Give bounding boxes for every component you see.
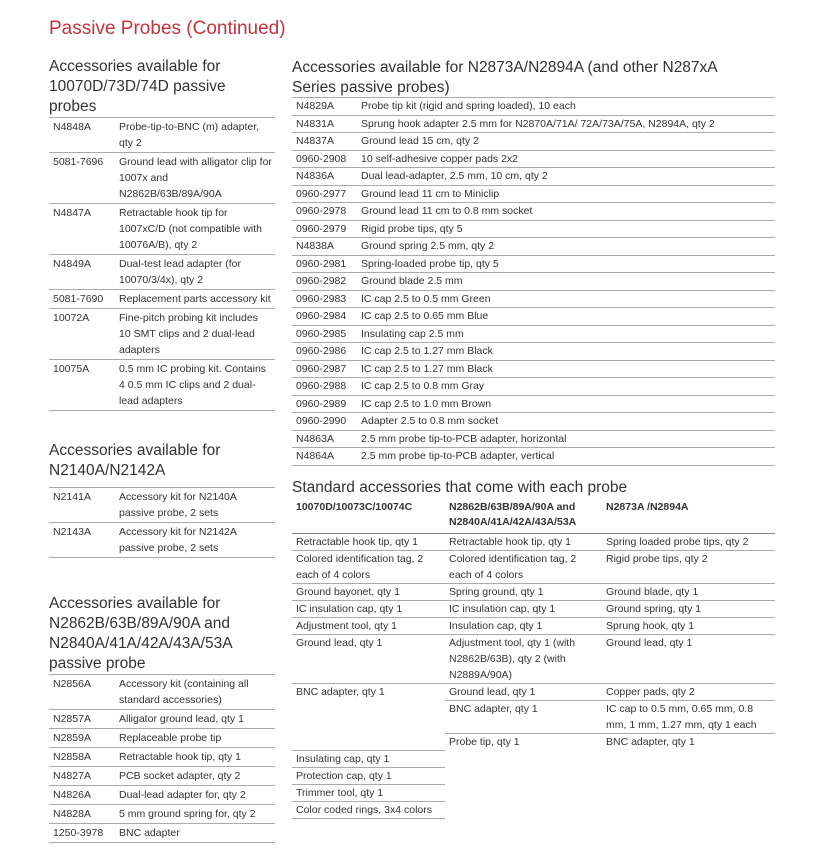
std-cell: IC insulation cap, qty 1 <box>445 601 602 618</box>
part-number: 0960-2990 <box>296 415 347 427</box>
part-number: N4848A <box>53 121 91 133</box>
part-description: Ground lead 11 cm to Miniclip <box>361 187 500 200</box>
table-row <box>49 767 275 786</box>
part-description: Replaceable probe tip <box>119 732 222 744</box>
table-row <box>49 824 275 843</box>
part-description: Adapter 2.5 to 0.8 mm socket <box>361 415 499 427</box>
table-n2873a-accessories <box>292 97 775 466</box>
std-cell: Probe tip, qty 1 <box>445 734 602 819</box>
part-description: Fine-pitch probing kit includes 10 SMT clips and 2 dual-lead adapters <box>119 312 258 356</box>
part-number: 0960-2982 <box>296 275 347 287</box>
part-number: 10072A <box>53 312 90 324</box>
table-row <box>292 308 775 326</box>
std-cell: Ground lead, qty 1 <box>602 635 775 684</box>
part-description: Dual lead-adapter, 2.5 mm, 10 cm, qty 2 <box>361 170 548 182</box>
part-description: 2.5 mm probe tip-to-PCB adapter, vertical <box>361 450 555 462</box>
std-cell: Adjustment tool, qty 1 <box>292 618 445 635</box>
std-header-col1: 10070D/10073C/10074C <box>292 498 445 534</box>
table-10070d-accessories <box>49 117 275 411</box>
table-row <box>292 220 775 238</box>
table-row <box>292 378 775 396</box>
part-description: IC cap 2.5 to 1.27 mm Black <box>361 362 493 375</box>
table-row <box>49 360 275 411</box>
part-number: N2143A <box>53 526 91 538</box>
table-row <box>292 98 775 116</box>
part-description: IC cap 2.5 to 0.8 mm Gray <box>361 380 485 392</box>
table-row <box>49 710 275 729</box>
std-cell: Trimmer tool, qty 1 <box>292 784 445 801</box>
part-number: 1250-3978 <box>53 827 104 839</box>
table-row <box>292 325 775 343</box>
table-row <box>49 255 275 290</box>
part-number: N4836A <box>296 170 334 182</box>
part-description: 5 mm ground spring for, qty 2 <box>119 808 256 820</box>
part-description: Ground lead 11 cm to 0.8 mm socket <box>361 205 533 217</box>
part-number: N4831A <box>296 117 334 130</box>
std-cell: Colored identification tag, 2 each of 4 colors <box>292 551 445 584</box>
part-description: BNC adapter <box>119 827 180 839</box>
part-number: 5081-7696 <box>53 156 104 168</box>
table-row <box>49 290 275 309</box>
std-cell: Color coded rings, 3x4 colors <box>292 801 445 818</box>
part-number: 0960-2987 <box>296 362 347 375</box>
table-row <box>292 343 775 361</box>
table-row <box>292 150 775 168</box>
table-row <box>292 238 775 256</box>
part-description: Spring-loaded probe tip, qty 5 <box>361 257 499 270</box>
section-title-standard-accessories: Standard accessories that come with each probe <box>292 479 628 496</box>
part-number: 0960-2986 <box>296 345 347 357</box>
std-header-col2: N2862B/63B/89A/90A and N2840A/41A/42A/43A/53A <box>445 498 602 534</box>
section-title-n2140a-accessories: Accessories available for N2140A/N2142A <box>49 442 221 479</box>
part-number: 0960-2977 <box>296 187 347 200</box>
table-row <box>292 413 775 431</box>
page-title: Passive Probes (Continued) <box>49 18 286 39</box>
part-number: N2859A <box>53 732 91 744</box>
part-description: IC cap 2.5 to 1.27 mm Black <box>361 345 493 357</box>
part-description: Ground spring 2.5 mm, qty 2 <box>361 240 495 252</box>
part-number: N4863A <box>296 432 334 445</box>
table-row <box>292 448 775 466</box>
part-number: N4837A <box>296 135 334 147</box>
part-number: 0960-2983 <box>296 292 347 305</box>
part-description: Ground blade 2.5 mm <box>361 275 463 287</box>
part-description: Insulating cap 2.5 mm <box>361 327 464 340</box>
part-description: Ground lead with alligator clip for 1007x and N2862B/63B/89A/90A <box>119 156 272 200</box>
part-description: Accessory kit for N2142A passive probe, 2 sets <box>119 526 237 554</box>
part-number: N4847A <box>53 207 91 219</box>
table-n2140a-accessories <box>49 487 275 558</box>
table-row <box>49 118 275 153</box>
table-row <box>49 153 275 204</box>
table-row <box>292 133 775 151</box>
part-description: Accessory kit for N2140A passive probe, 2 sets <box>119 491 237 519</box>
part-description: IC cap 2.5 to 1.0 mm Brown <box>361 397 492 410</box>
part-number: N2857A <box>53 713 91 725</box>
std-cell: IC insulation cap, qty 1 <box>292 601 445 618</box>
part-description: PCB socket adapter, qty 2 <box>119 770 241 782</box>
section-title-10070d-accessories: Accessories available for 10070D/73D/74D passive probes <box>49 58 226 115</box>
table-row <box>292 115 775 133</box>
table-row <box>49 805 275 824</box>
std-cell: Copper pads, qty 2 <box>602 684 775 701</box>
part-description: Accessory kit (containing all standard accessories) <box>119 678 249 706</box>
table-n2862b-accessories <box>49 674 275 843</box>
part-number: 10075A <box>53 363 90 375</box>
std-cell: Ground lead, qty 1 <box>445 684 602 701</box>
part-description: Probe-tip-to-BNC (m) adapter, qty 2 <box>119 121 260 149</box>
part-number: N4827A <box>53 770 91 782</box>
part-number: 0960-2978 <box>296 205 347 217</box>
part-description: 10 self-adhesive copper pads 2x2 <box>361 152 519 165</box>
std-cell: Ground bayonet, qty 1 <box>292 584 445 601</box>
part-description: 0.5 mm IC probing kit. Contains 4 0.5 mm IC clips and 2 dual-lead adapters <box>119 363 267 407</box>
std-cell: Insulation cap, qty 1 <box>445 618 602 635</box>
std-cell: BNC adapter, qty 1 <box>292 684 445 751</box>
part-description: Ground lead 15 cm, qty 2 <box>361 135 479 147</box>
part-number: 0960-2981 <box>296 257 347 270</box>
part-number: N4829A <box>296 100 334 112</box>
std-cell: Ground lead, qty 1 <box>292 635 445 684</box>
part-number: N4864A <box>296 450 334 462</box>
table-row <box>49 523 275 558</box>
std-cell: IC cap to 0.5 mm, 0.65 mm, 0.8 mm, 1 mm, 1.27 mm, qty 1 each <box>602 701 775 734</box>
std-cell: Sprung hook, qty 1 <box>602 618 775 635</box>
part-description: IC cap 2.5 to 0.5 mm Green <box>361 292 491 305</box>
std-cell: Ground spring, qty 1 <box>602 601 775 618</box>
table-row <box>292 203 775 221</box>
part-description: Retractable hook tip, qty 1 <box>119 751 241 763</box>
table-row <box>49 309 275 360</box>
part-number: N2856A <box>53 678 91 690</box>
table-row <box>49 748 275 767</box>
std-cell: Insulating cap, qty 1 <box>292 750 445 767</box>
part-description: 2.5 mm probe tip-to-PCB adapter, horizontal <box>361 432 567 445</box>
section-title-n2862b-accessories: Accessories available for N2862B/63B/89A/90A and N2840A/41A/42A/43A/53A passive probe <box>49 595 232 672</box>
part-description: Probe tip kit (rigid and spring loaded), 10 each <box>361 100 576 112</box>
part-number: 0960-2985 <box>296 327 347 340</box>
table-row <box>49 786 275 805</box>
table-row <box>292 168 775 186</box>
table-row <box>292 290 775 308</box>
table-row <box>292 273 775 291</box>
part-number: N4849A <box>53 258 91 270</box>
part-number: N4838A <box>296 240 334 252</box>
part-description: Dual-lead adapter for, qty 2 <box>119 789 246 801</box>
table-row <box>49 729 275 748</box>
part-description: Dual-test lead adapter (for 10070/3/4x), qty 2 <box>119 258 241 286</box>
part-description: Rigid probe tips, qty 5 <box>361 222 463 235</box>
table-row <box>49 675 275 710</box>
table-row <box>292 395 775 413</box>
table-row <box>49 204 275 255</box>
part-number: 5081-7690 <box>53 293 104 305</box>
std-cell: Retractable hook tip, qty 1 <box>292 534 445 551</box>
part-description: Replacement parts accessory kit <box>119 293 271 305</box>
table-row <box>292 255 775 273</box>
std-cell: BNC adapter, qty 1 <box>445 701 602 734</box>
std-cell: Ground blade, qty 1 <box>602 584 775 601</box>
part-number: 0960-2989 <box>296 397 347 410</box>
part-number: N2858A <box>53 751 91 763</box>
std-header-col3: N2873A /N2894A <box>602 498 775 534</box>
table-row <box>292 430 775 448</box>
std-cell: Spring ground, qty 1 <box>445 584 602 601</box>
std-cell: Rigid probe tips, qty 2 <box>602 551 775 584</box>
std-cell: Protection cap, qty 1 <box>292 767 445 784</box>
std-cell: Spring loaded probe tips, qty 2 <box>602 534 775 551</box>
part-number: N4828A <box>53 808 91 820</box>
part-number: 0960-2908 <box>296 152 347 165</box>
part-number: 0960-2979 <box>296 222 347 235</box>
part-number: N4826A <box>53 789 91 801</box>
table-standard-accessories <box>292 498 775 819</box>
part-number: N2141A <box>53 491 91 503</box>
std-cell: Adjustment tool, qty 1 (with N2862B/63B), qty 2 (with N2889A/90A) <box>445 635 602 684</box>
section-title-n2873a-accessories: Accessories available for N2873A/N2894A (and other N287xA Series passive probes) <box>292 59 717 96</box>
table-row <box>292 185 775 203</box>
std-cell: Retractable hook tip, qty 1 <box>445 534 602 551</box>
part-number: 0960-2988 <box>296 380 347 392</box>
std-cell: Colored identification tag, 2 each of 4 colors <box>445 551 602 584</box>
part-description: Alligator ground lead, qty 1 <box>119 713 244 725</box>
part-number: 0960-2984 <box>296 310 347 322</box>
std-cell: BNC adapter, qty 1 <box>602 734 775 751</box>
table-row <box>49 488 275 523</box>
table-row <box>292 360 775 378</box>
part-description: Sprung hook adapter 2.5 mm for N2870A/71A/ 72A/73A/75A, N2894A, qty 2 <box>361 117 715 130</box>
part-description: IC cap 2.5 to 0.65 mm Blue <box>361 310 489 322</box>
part-description: Retractable hook tip for 1007xC/D (not compatible with 10076A/B), qty 2 <box>119 207 262 251</box>
